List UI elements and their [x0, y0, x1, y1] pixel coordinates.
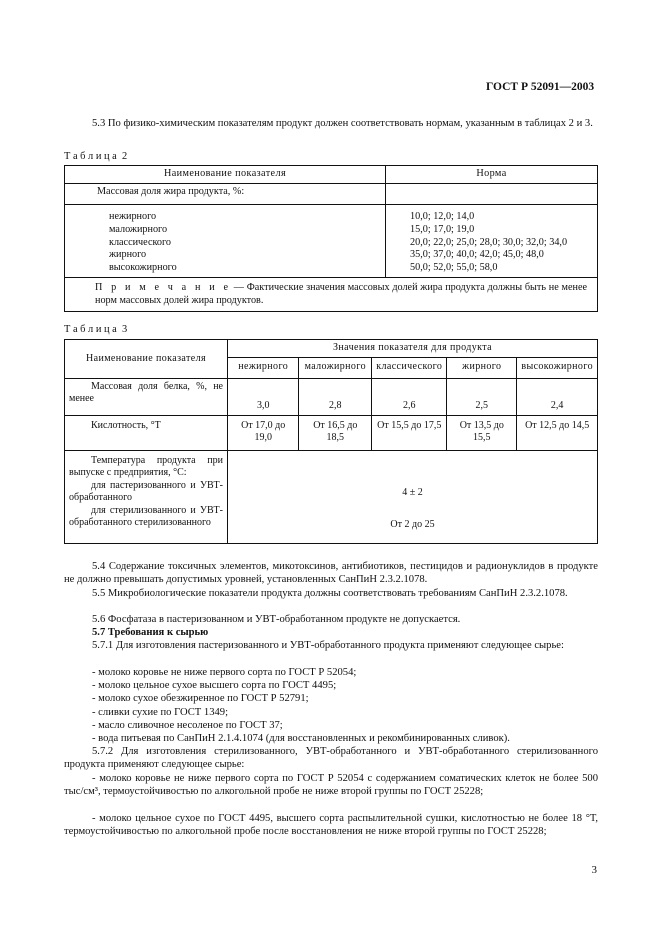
section-5-7-2: 5.7.2 Для изготовления стерилизованного, УВТ-обработанного и УВТ-обработанного стерилизованного продукта применяют следующее сырье:: [64, 746, 598, 771]
list-5-7-2-item-b: - молоко цельное сухое по ГОСТ 4495, высшего сорта распылительной сушки, кислотностью не более 18 °Т, термоустойчивостью по алкогольной пробе после восстановления не ниже второй группы по ГОСТ 25228;: [64, 813, 598, 838]
table2-norm: 35,0; 37,0; 40,0; 42,0; 45,0; 48,0: [410, 249, 544, 261]
page-number: 3: [591, 864, 597, 876]
table3-cell: 2,5: [447, 378, 517, 415]
table3-header-name: Наименование показателя: [65, 340, 228, 379]
table3-cell: 2,8: [299, 378, 372, 415]
section-5-6: 5.6 Фосфатаза в пастеризованном и УВТ-обработанном продукте не допускается.: [92, 614, 461, 625]
section-5-5: 5.5 Микробиологические показатели продукта должны соответствовать требованиям СанПиН 2.3.2.1078.: [92, 588, 568, 599]
table2-item: классического: [109, 236, 172, 248]
table2-norm: 10,0; 12,0; 14,0: [410, 211, 475, 222]
table3-cell: От 15,5 до 17,5: [372, 415, 447, 450]
table2-norm: 15,0; 17,0; 19,0: [410, 223, 475, 235]
table3-caption: Т а б л и ц а 3: [64, 324, 128, 335]
table3-subcol: классического: [372, 357, 447, 378]
table2-item: нежирного: [109, 211, 157, 222]
table-2: [64, 165, 598, 312]
table2-header-name: Наименование показателя: [65, 166, 386, 184]
list-item: - молоко сухое обезжиренное по ГОСТ Р 52791;: [92, 693, 309, 705]
table3-temp-name-1: Температура продукта при выпуске с предприятия, °С:: [69, 454, 223, 478]
table3-temp-values-cell: [228, 450, 598, 543]
list-item: - масло сливочное несоленое по ГОСТ 37;: [92, 719, 283, 731]
table3-temp-name-3: для стерилизованного и УВТ-обработанного стерилизованного: [69, 504, 223, 528]
list-item: - сливки сухие по ГОСТ 1349;: [92, 706, 229, 718]
table3-cell: От 13,5 до 15,5: [447, 415, 517, 450]
table3-subcol: высокожирного: [517, 357, 598, 378]
table-3: [64, 339, 598, 544]
section-5-4: 5.4 Содержание токсичных элементов, микотоксинов, антибиотиков, пестицидов и радионуклидов в продукте не должно превышать допустимых уровней, установленных СанПиН 2.3.2.1078.: [64, 561, 598, 586]
table3-header-values: Значения показателя для продукта: [228, 340, 598, 358]
table2-item: маложирного: [109, 223, 168, 235]
table3-temp-value-2: От 2 до 25: [390, 519, 435, 530]
table3-subcol: нежирного: [228, 357, 299, 378]
table3-cell: 2,4: [517, 378, 598, 415]
table3-temp-value-1: 4 ± 2: [402, 486, 423, 498]
table2-row-title: Массовая доля жира продукта, %:: [65, 184, 386, 205]
table3-subcol: маложирного: [299, 357, 372, 378]
table2-items-cell: [65, 205, 386, 278]
doc-header: ГОСТ Р 52091—2003: [486, 81, 595, 93]
table3-cell: 2,6: [372, 378, 447, 415]
table2-note: [65, 277, 598, 312]
table2-item: жирного: [109, 249, 147, 261]
list-5-7-1: [64, 666, 598, 745]
table2-norm: 20,0; 22,0; 25,0; 28,0; 30,0; 32,0; 34,0: [410, 236, 568, 248]
table2-norm: 50,0; 52,0; 55,0; 58,0: [410, 262, 498, 273]
section-5-3: 5.3 По физико-химическим показателям продукт должен соответствовать нормам, указанным в таблицах 2 и 3.: [92, 118, 593, 129]
table2-caption: Т а б л и ц а 2: [64, 151, 128, 162]
table2-note-text: — Фактические значения массовых долей жира продукта должны быть не менее норм массовых долей жира продуктов.: [95, 281, 587, 306]
table2-item: высокожирного: [109, 262, 177, 273]
table3-row-acidity-name: Кислотность, °Т: [65, 415, 228, 450]
table3-temp-name-2: для пастеризованного и УВТ-обработанного: [69, 479, 223, 503]
list-item: - вода питьевая по СанПиН 2.1.4.1074 (для восстановленных и рекомбинированных сливок).: [92, 733, 510, 745]
list-item: - молоко коровье не ниже первого сорта по ГОСТ Р 52054;: [92, 667, 357, 678]
table2-header-norm: Норма: [386, 166, 598, 184]
list-item: - молоко цельное сухое высшего сорта по ГОСТ 4495;: [92, 680, 337, 692]
section-5-7-1: 5.7.1 Для изготовления пастеризованного и УВТ-обработанного продукта применяют следующее сырье:: [92, 640, 564, 651]
table3-row-protein-name: Массовая доля белка, %, не менее: [65, 378, 228, 415]
table3-cell: 3,0: [228, 378, 299, 415]
table3-cell: От 12,5 до 14,5: [517, 415, 598, 450]
list-5-7-2-item-a: - молоко коровье не ниже первого сорта по ГОСТ Р 52054 с содержанием соматических клеток не более 500 тыс/см³, термоустойчивостью по алкогольной пробе не ниже второй группы по ГОСТ 25228;: [64, 773, 598, 798]
section-5-7-title: 5.7 Требования к сырью: [92, 627, 209, 638]
table3-cell: От 17,0 до 19,0: [228, 415, 299, 450]
table2-note-label: П р и м е ч а н и е: [95, 281, 231, 293]
table2-norms-cell: [386, 205, 598, 278]
table3-cell: От 16,5 до 18,5: [299, 415, 372, 450]
table3-subcol: жирного: [447, 357, 517, 378]
table3-temp-name-cell: [65, 450, 228, 543]
